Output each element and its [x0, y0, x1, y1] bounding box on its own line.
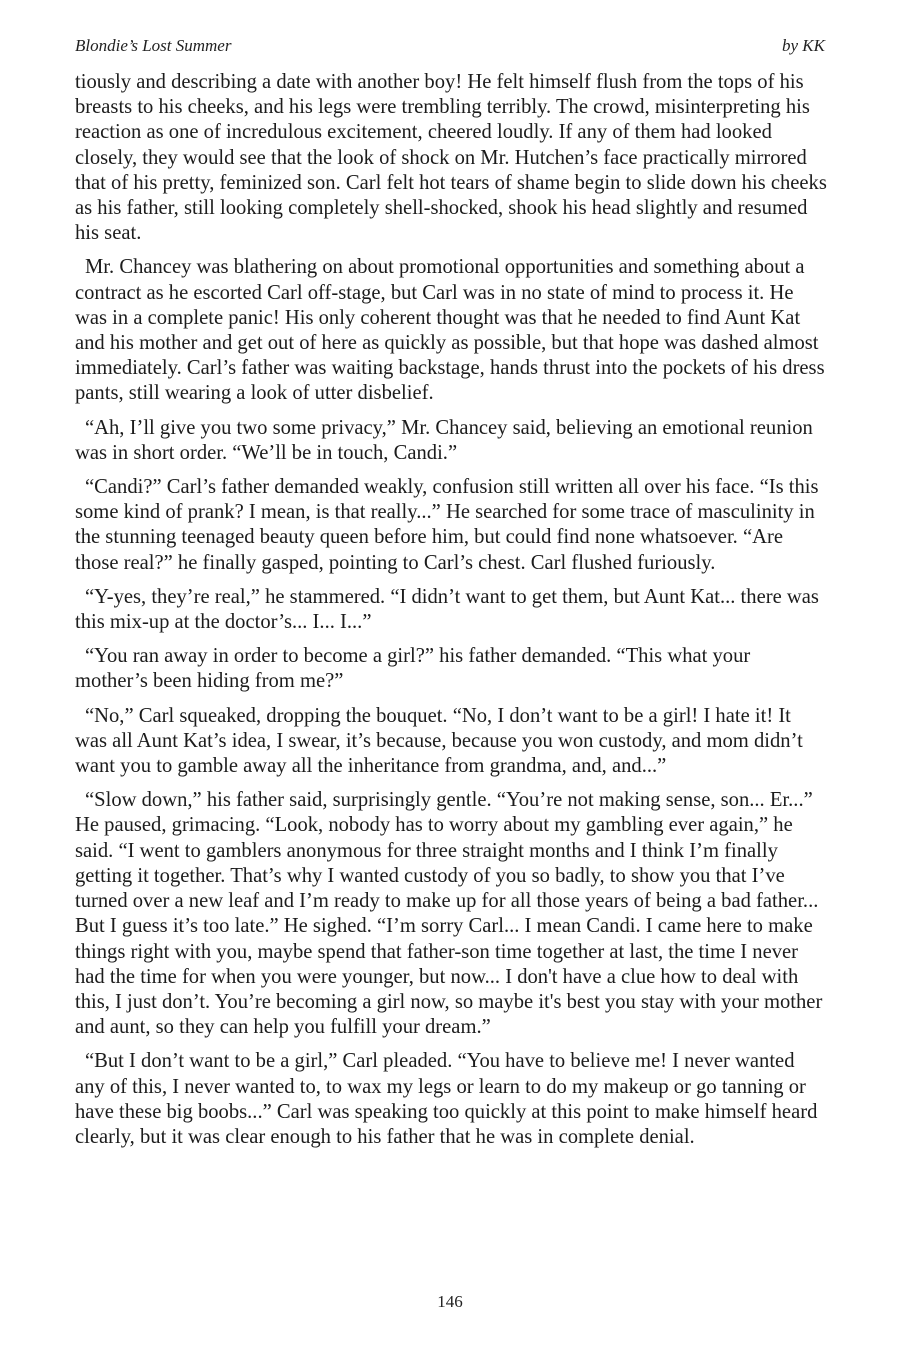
paragraph: “Slow down,” his father said, surprisingly gentle. “You’re not making sense, son... Er...” He paused, grimacing. “Look, nobody has to worry about my gambling ever again,” he said. “I went to gamblers anonymous for three straight months and I think I’m finally getting it together. That’s why I wanted custody of you so badly, to show you that I’ve turned over a new leaf and I’m ready to make up for all those years of being a bad father... But I guess it’s too late.” He sighed. “I’m sorry Carl... I mean Candi. I came here to make things right with you, maybe spend that father-son time together at last, the time I never had the time for when you were younger, but now... I don't have a clue how to deal with this, I just don’t. You’re becoming a girl now, so maybe it's best you stay with your mother and aunt, so they can help you fulfill your dream.”	[75, 789, 823, 1039]
paragraph: “Ah, I’ll give you two some privacy,” Mr. Chancey said, believing an emotional reunion was in short order. “We’ll be in touch, Candi.”	[75, 416, 813, 464]
paragraph: “You ran away in order to become a girl?” his father demanded. “This what your mother’s been hiding from me?”	[75, 645, 751, 693]
paragraph: “No,” Carl squeaked, dropping the bouquet. “No, I don’t want to be a girl! I hate it! It was all Aunt Kat’s idea, I swear, it’s because, because you won custody, and mom didn’t want you to gamble away all the inheritance from grandma, and, and...”	[75, 704, 803, 778]
paragraph: “Y-yes, they’re real,” he stammered. “I didn’t want to get them, but Aunt Kat... there was this mix-up at the doctor’s... I... I...”	[75, 585, 819, 634]
paragraph: Mr. Chancey was blathering on about promotional opportunities and something about a contract as he escorted Carl off-stage, but Carl was in no state of mind to process it. He was in a complete panic! His only coherent thought was that he needed to find Aunt Kat and his mother and get out of here as quickly as possible, but that hope was dashed almost immediately. Carl’s father was waiting backstage, hands thrust into the pockets of his dress pants, still wearing a look of utter disbelief.	[75, 256, 825, 405]
paragraph: “Candi?” Carl’s father demanded weakly, confusion still written all over his face. “Is this some kind of prank? I mean, is that really...” He searched for some trace of masculinity in the stunning teenaged beauty queen before him, but could find none whatsoever. “Are those real?” he finally gasped, pointing to Carl’s chest. Carl flushed furiously.	[75, 476, 819, 574]
page-number: 146	[437, 1292, 463, 1311]
book-title: Blondie’s Lost Summer	[75, 36, 232, 55]
paragraph: tiously and describing a date with another boy! He felt himself flush from the tops of his breasts to his cheeks, and his legs were trembling terribly. The crowd, misinterpreting his reaction as one of incredulous excitement, cheered loudly. If any of them had looked closely, they would see that the look of shock on Mr. Hutchen’s face practically mirrored that of his pretty, feminized son. Carl felt hot tears of shame begin to slide down his cheeks as his father, still looking completely shell-shocked, shook his head slightly and resumed his seat.	[75, 71, 827, 245]
running-header	[75, 36, 825, 56]
author-credit: by KK	[782, 36, 825, 55]
body-text	[75, 70, 827, 1159]
paragraph: “But I don’t want to be a girl,” Carl pleaded. “You have to believe me! I never wanted any of this, I never wanted to, to wax my legs or learn to do my makeup or go tanning or have these big boobs...” Carl was speaking too quickly at this point to make himself heard clearly, but it was clear enough to his father that he was in complete denial.	[75, 1050, 818, 1148]
